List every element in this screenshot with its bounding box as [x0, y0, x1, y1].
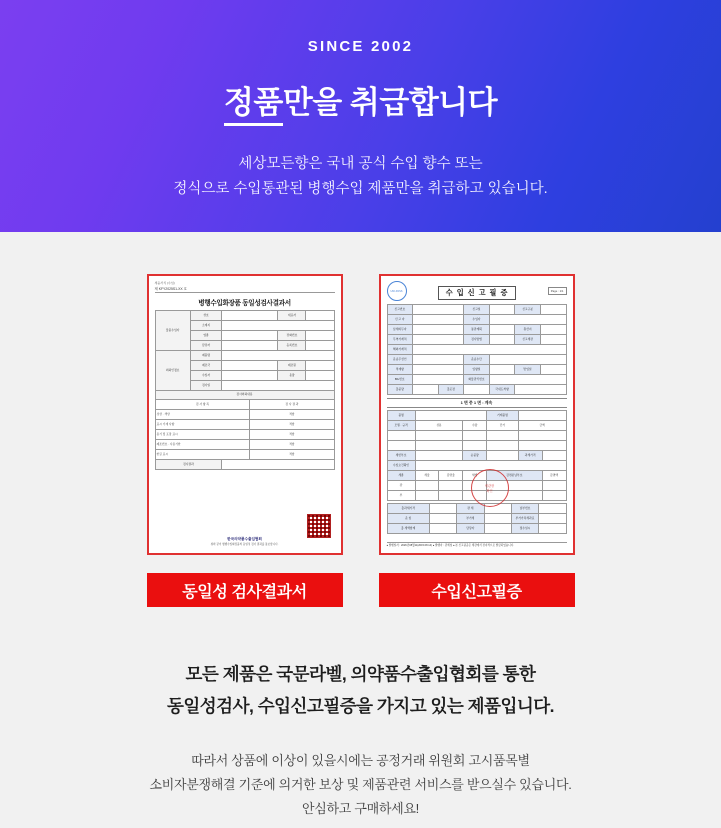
body-small-text	[0, 749, 721, 821]
cert1-form-code-small: 세움서식 (수입)	[154, 281, 175, 285]
cert2-table-top: 신고번호 신고일 신고구분 신 고 자 수입자 납세의무자 통관계획 원산지 무역거래처 검사방법 신고세관 해외거래처 운송주선인 운송수단 적재항 입항일 반입일 B/L번호 화물관리번호 총중량 총포장 국내도착항	[387, 304, 567, 395]
body-strong-line-1: 모든 제품은 국문라벨, 의약품수출입협회를 통한	[185, 664, 536, 684]
cert1-row-label-1: 의뢰인정보	[155, 351, 190, 391]
hero-since-text: SINCE 2002	[307, 38, 414, 55]
hero-subtitle-line-2: 정식으로 수입통관된 병행수입 제품만을 취급하고 있습니다.	[173, 181, 548, 198]
cert2-table-total: 총과세가격 관 세 납부번호 운 임 부가세 부가가치세과표 총 세액합계 담당자 접수일시	[387, 503, 567, 534]
body-small-line-2: 소비자분쟁해결 기준에 의거한 보상 및 제품관련 서비스를 받으실수 있습니다.	[149, 776, 572, 792]
cert1-qr-code	[307, 514, 331, 538]
hero-title-rest: 만을 취급합니다	[282, 85, 498, 120]
cert1-doc-number: 제 KFY2025S1-XX 호	[155, 286, 335, 293]
hero-banner	[0, 0, 721, 232]
document-label-import-declaration: 수입신고필증	[379, 573, 575, 607]
body-small-line-3: 안심하고 구매하세요!	[302, 800, 419, 816]
cert1-row-label-3: 검사결과	[155, 460, 222, 470]
hero-subtitle-line-1: 세상모든향은 국내 공식 수입 향수 또는	[238, 156, 483, 172]
cert2-table-items: 품명 거래품명 모델 · 규격 성분 수량 단가 금액 세번부호 순중량 과세가격 수입요건확인 세종 세율 감면율 세액 감면분납부호 감면액 관 부	[387, 410, 567, 501]
cert2-page-label: Page : 1/1	[548, 287, 567, 295]
hero-subtitle	[0, 152, 721, 203]
cert1-row-label-2: 검사의뢰내용	[155, 391, 334, 400]
cert1-title: 병행수입화장품 동일성검사결과서	[198, 300, 291, 307]
body-text-block	[0, 659, 721, 821]
cert1-table: 물품수입자 상호 대표자 소재지 업종 전화번호 담당자 등록번호 의뢰인정보 제품명 제조국 제조원 수입자 용량 검사일 검사의뢰내용 검 사 항 목 검 사 결 과 성상 · 색상 적합 표시 기재 사항 적합 용기 및 포장 표시 적합 제조번호 · 사용기한 적합 한글 표시 적합 검사결과	[155, 310, 335, 470]
document-item-identity-test	[147, 274, 343, 607]
cert1-issuer: 한국의약품수출입협회	[227, 536, 262, 541]
content-section	[0, 232, 721, 821]
certificate-image-identity-test	[147, 274, 343, 555]
cert2-section-title: 1 면 중 1 면 : 계속	[387, 398, 567, 408]
certificate-image-import-declaration	[379, 274, 575, 555]
body-strong-text	[0, 659, 721, 723]
hero-title	[0, 77, 721, 126]
cert2-footer-note: ● 발행일자 : 2026년08월11(2015.08.14) ● 발행자 : 관세청 ● 본 신고필증은 세관에서 전자적으로 발급되었습니다.	[387, 542, 567, 547]
body-strong-line-2: 동일성검사, 수입신고필증을 가지고 있는 제품입니다.	[166, 695, 555, 716]
cert1-footer-note: 위와 같이 병행수입화장품의 동일성 검사 결과를 통보합니다.	[210, 542, 279, 546]
body-small-line-1: 따라서 상품에 이상이 있을시에는 공정거래 위원회 고시품목별	[191, 752, 530, 768]
document-item-import-declaration	[379, 274, 575, 607]
hero-title-highlight: 정품	[224, 77, 283, 126]
cert2-title: 수 입 신 고 필 증	[438, 286, 517, 300]
document-label-identity-test: 동일성 검사결과서	[147, 573, 343, 607]
customs-seal-icon: UNI-PASS	[387, 281, 407, 301]
documents-row	[0, 274, 721, 607]
customs-approval-stamp-icon: 세관장 확인	[471, 469, 509, 507]
cert1-footer	[155, 537, 335, 546]
cert1-row-label-0: 물품수입자	[155, 311, 190, 351]
